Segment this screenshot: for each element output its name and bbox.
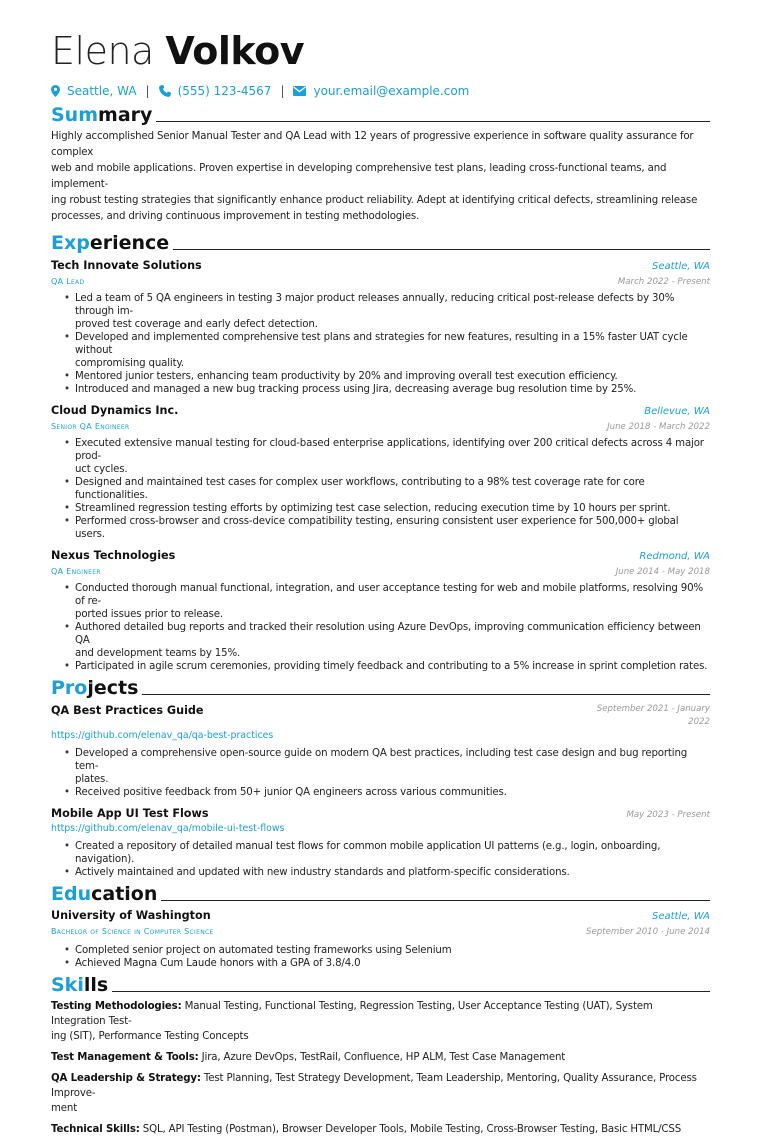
degree: Bachelor of Science in Computer Science xyxy=(51,927,214,936)
experience-entry xyxy=(51,403,710,541)
section-header xyxy=(51,230,710,254)
bullet-item: • Executed extensive manual testing for cloud-based enterprise applications, identifying over 200 critical defects across 4 major prod- uct cycles. xyxy=(64,437,710,476)
bullet-item: • Completed senior project on automated testing frameworks using Selenium xyxy=(64,944,710,957)
bullet-item: • Led a team of 5 QA engineers in testing 3 major product releases annually, reducing critical post-release defects by 30% through im- proved test coverage and early defect detection. xyxy=(64,292,710,331)
bullet-item: • Authored detailed bug reports and tracked their resolution using Azure DevOps, improving communication efficiency between QA and development teams by 15%. xyxy=(64,621,710,660)
project-link[interactable]: https://github.com/elenav_qa/qa-best-practices xyxy=(51,730,274,741)
section-title: Projects xyxy=(51,677,139,699)
section-rule xyxy=(112,991,710,992)
project-name: Mobile App UI Test Flows xyxy=(51,807,209,820)
section-header xyxy=(51,675,710,699)
school-name: University of Washington xyxy=(51,909,211,922)
skill-group: Testing Methodologies: Manual Testing, Functional Testing, Regression Testing, User Acceptance Testing (UAT), System Integration Test- ing (SIT), Performance Testing Concepts xyxy=(51,1001,653,1042)
section-title: Summary xyxy=(51,104,153,126)
section-title: Skills xyxy=(51,974,109,996)
job-title: QA Lead xyxy=(51,277,85,286)
summary-text: Highly accomplished Senior Manual Tester and QA Lead with 12 years of progressive experience in software quality assurance for complex web and mobile applications. Proven expertise in developing comprehensive test plans, leading cross-functional teams, and implement- ing robust testing strategies that significantly enhance product reliability. Adept at identifying critical defects, streamlining release processes, and driving continuous improvement in testing methodologies. xyxy=(51,131,698,222)
bullet-item: • Streamlined regression testing efforts by optimizing test case selection, reducing execution time by 10 hours per sprint. xyxy=(64,502,710,515)
bullet-list xyxy=(64,840,710,879)
project-link[interactable]: https://github.com/elenav_qa/mobile-ui-test-flows xyxy=(51,823,285,834)
skill-label: Testing Methodologies: xyxy=(51,1001,182,1012)
email-link[interactable]: your.email@example.com xyxy=(313,84,470,98)
project-entry xyxy=(51,806,710,879)
project-entry xyxy=(51,703,710,799)
job-location: Bellevue, WA xyxy=(644,406,710,417)
bullet-item: • Created a repository of detailed manual test flows for common mobile application UI patterns (e.g., login, onboarding, navigation). xyxy=(64,840,710,866)
location-text: Seattle, WA xyxy=(67,84,137,98)
bullet-list xyxy=(64,747,710,799)
section-rule xyxy=(161,900,710,901)
bullet-item: • Performed cross-browser and cross-device compatibility testing, ensuring consistent user experience for 500,000+ global users. xyxy=(64,515,710,541)
separator: | xyxy=(145,84,150,98)
first-name: Elena xyxy=(51,29,154,73)
job-dates: June 2018 - March 2022 xyxy=(607,422,710,432)
project-name: QA Best Practices Guide xyxy=(51,704,204,717)
projects-section xyxy=(51,675,710,879)
section-rule xyxy=(156,121,710,122)
bullet-item: • Received positive feedback from 50+ junior QA engineers across various communities. xyxy=(64,786,710,799)
experience-entry xyxy=(51,548,710,673)
experience-section xyxy=(51,230,710,673)
section-title: Experience xyxy=(51,232,170,254)
section-title: Education xyxy=(51,883,158,905)
job-dates: March 2022 - Present xyxy=(617,277,710,287)
bullet-list xyxy=(64,582,710,673)
last-name: Volkov xyxy=(165,29,305,73)
bullet-item: • Designed and maintained test cases for complex user workflows, contributing to a 98% test coverage rate for core functionalities. xyxy=(64,476,710,502)
bullet-item: • Developed a comprehensive open-source guide on modern QA best practices, including test case design and bug reporting tem- plates. xyxy=(64,747,710,786)
bullet-item: • Introduced and managed a new bug tracking process using Jira, decreasing average bug resolution time by 25%. xyxy=(64,383,710,396)
section-rule xyxy=(142,694,710,695)
section-header xyxy=(51,881,710,905)
map-marker-icon xyxy=(51,85,60,97)
bullet-item: • Conducted thorough manual functional, integration, and user acceptance testing for web and mobile platforms, resolving 90% of re- ported issues prior to release. xyxy=(64,582,710,621)
school-location: Seattle, WA xyxy=(652,911,710,922)
bullet-item: • Achieved Magna Cum Laude honors with a GPA of 3.8/4.0 xyxy=(64,957,710,970)
bullet-list xyxy=(64,437,710,541)
project-dates: September 2021 - January 2022 xyxy=(596,704,710,727)
bullet-list xyxy=(64,292,710,396)
job-dates: June 2014 - May 2018 xyxy=(615,567,710,577)
education-section xyxy=(51,881,710,970)
separator: | xyxy=(280,84,285,98)
bullet-item: • Mentored junior testers, enhancing team productivity by 20% and improving overall test execution efficiency. xyxy=(64,370,710,383)
envelope-icon xyxy=(293,86,306,96)
candidate-name xyxy=(51,28,710,74)
section-rule xyxy=(173,249,710,250)
project-dates: May 2023 - Present xyxy=(626,810,710,820)
bullet-item: • Participated in agile scrum ceremonies, providing timely feedback and contributing to a 5% increase in sprint completion rates. xyxy=(64,660,710,673)
skill-group: Test Management & Tools: Jira, Azure DevOps, TestRail, Confluence, HP ALM, Test Case Management xyxy=(51,1052,566,1063)
job-title: QA Engineer xyxy=(51,567,101,576)
education-entry xyxy=(51,908,710,970)
skill-label: Test Management & Tools: xyxy=(51,1052,199,1063)
resume-page xyxy=(51,28,710,1137)
contact-email[interactable] xyxy=(293,83,469,99)
phone-icon xyxy=(159,85,171,97)
skill-group: QA Leadership & Strategy: Test Planning, Test Strategy Development, Team Leadership, Mentoring, Quality Assurance, Process Improve- ment xyxy=(51,1073,697,1114)
phone-text[interactable]: (555) 123-4567 xyxy=(177,84,272,98)
contact-line xyxy=(51,83,710,99)
skill-label: QA Leadership & Strategy: xyxy=(51,1073,201,1084)
job-location: Redmond, WA xyxy=(639,551,710,562)
skill-label: Technical Skills: xyxy=(51,1124,140,1135)
job-title: Senior QA Engineer xyxy=(51,422,130,431)
company-name: Tech Innovate Solutions xyxy=(51,259,202,272)
education-dates: September 2010 - June 2014 xyxy=(586,927,710,937)
summary-section xyxy=(51,102,710,225)
skill-group: Technical Skills: SQL, API Testing (Postman), Browser Developer Tools, Mobile Testing, Cross-Browser Testing, Basic HTML/CSS xyxy=(51,1124,682,1135)
section-header xyxy=(51,972,710,996)
contact-phone[interactable] xyxy=(159,83,272,99)
contact-location xyxy=(51,83,137,99)
experience-entry xyxy=(51,258,710,396)
job-location: Seattle, WA xyxy=(652,261,710,272)
company-name: Nexus Technologies xyxy=(51,549,176,562)
skills-section xyxy=(51,972,710,1137)
section-header xyxy=(51,102,710,126)
bullet-item: • Actively maintained and updated with new industry standards and platform-specific considerations. xyxy=(64,866,710,879)
bullet-item: • Developed and implemented comprehensive test plans and strategies for new features, resulting in a 15% faster UAT cycle without compromising quality. xyxy=(64,331,710,370)
bullet-list xyxy=(64,944,710,970)
company-name: Cloud Dynamics Inc. xyxy=(51,404,179,417)
